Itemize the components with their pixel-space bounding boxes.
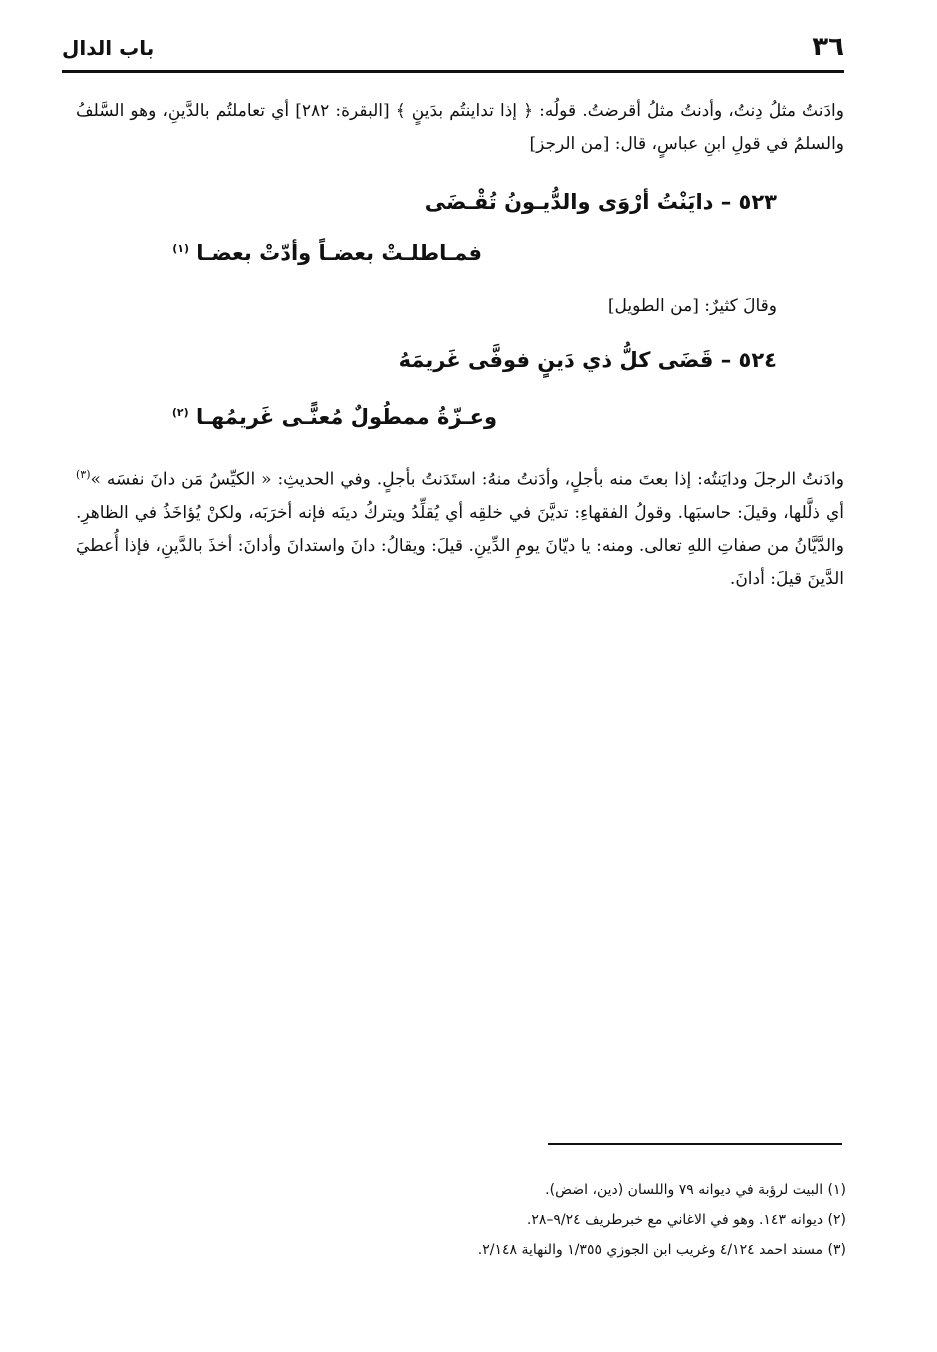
verse-524-line-2-text: وعـزّةُ ممطُولٌ مُعنًّـى غَريمُهـا [195,405,497,429]
footnote-ref-3: (٣) [76,468,91,481]
page-number: ٣٦ [812,32,844,62]
footnotes [280,1175,846,1265]
footnote-2: (٢) ديوانه ١٤٣. وهو في الاغاني مع خبرطريف ٩/٢٤–٢٨. [526,1212,846,1228]
footnote-3: (٣) مسند احمد ٤/١٢٤ وغريب ابن الجوزي ١/٣٥٥ والنهاية ٢/١٤٨. [477,1242,846,1258]
paragraph-2 [76,458,844,596]
verse-524-line-1: ٥٢٤ – قَضَى كلُّ ذي دَينٍ فوفَّى غَريمَهُ [398,348,777,372]
verse-524-intro: وقالَ كثيرٌ: [من الطويل] [607,296,777,316]
paragraph-1: وادَنتُ مثلُ دِنتُ، وأدنتُ مثلُ أقرضتُ. قولُه: ﴿ إذا تداينتُم بدَينٍ ﴾ [البقرة: ٢٨٢] أي تعاملتُم بالدَّينِ، وهو السَّلفُ والسلمُ في قولِ ابنِ عباسٍ، قال: [من الرجز] [76,101,844,154]
footnote-ref-1: (١) [172,242,189,255]
verse-524-line-2 [172,405,497,429]
paragraph-2-part-1: وادَنتُ الرجلَ ودايَنتُه: إذا بعتَ منه بأجلٍ، وأدَنتُ منهُ: استَدَنتُ بأجلٍ. وفي الحديثِ: « الكيِّسُ مَن دانَ نفسَه » [90,469,844,490]
footnote-ref-2: (٢) [171,406,189,419]
chapter-title: باب الدال [62,36,155,60]
verse-523-line-2-text: فمـاطلـتْ بعضـاً وأدّتْ بعضـا [196,241,482,265]
footnote-1: (١) البيت لرؤبة في ديوانه ٧٩ واللسان (دين، اضض). [545,1182,846,1198]
paragraph-2-part-2: أي ذلَّلها، وقيلَ: حاسبَها. وقولُ الفقهاءِ: تديَّنَ في خلقِه أي يُقلِّدُ ويتركُ دينَه فإنه أخرَبَه، ولكنْ يُؤاخَذُ في الظاهرِ. والدَّيَّانُ من صفاتِ اللهِ تعالى. ومنه: يا ديّانَ يومِ الدِّينِ. قيلَ: ويقالُ: دانَ واستدانَ وأدانَ: أخذَ بالدَّينِ، فإذا أُعطيَ الدَّينَ قيلَ: أدانَ. [76,502,844,589]
footnote-divider [548,1143,842,1145]
page-header [62,30,844,73]
verse-523-line-2 [172,241,482,265]
verse-523-line-1: ٥٢٣ – دايَنْتُ أرْوَى والدُّيـونُ تُقْـضَى [424,190,777,214]
